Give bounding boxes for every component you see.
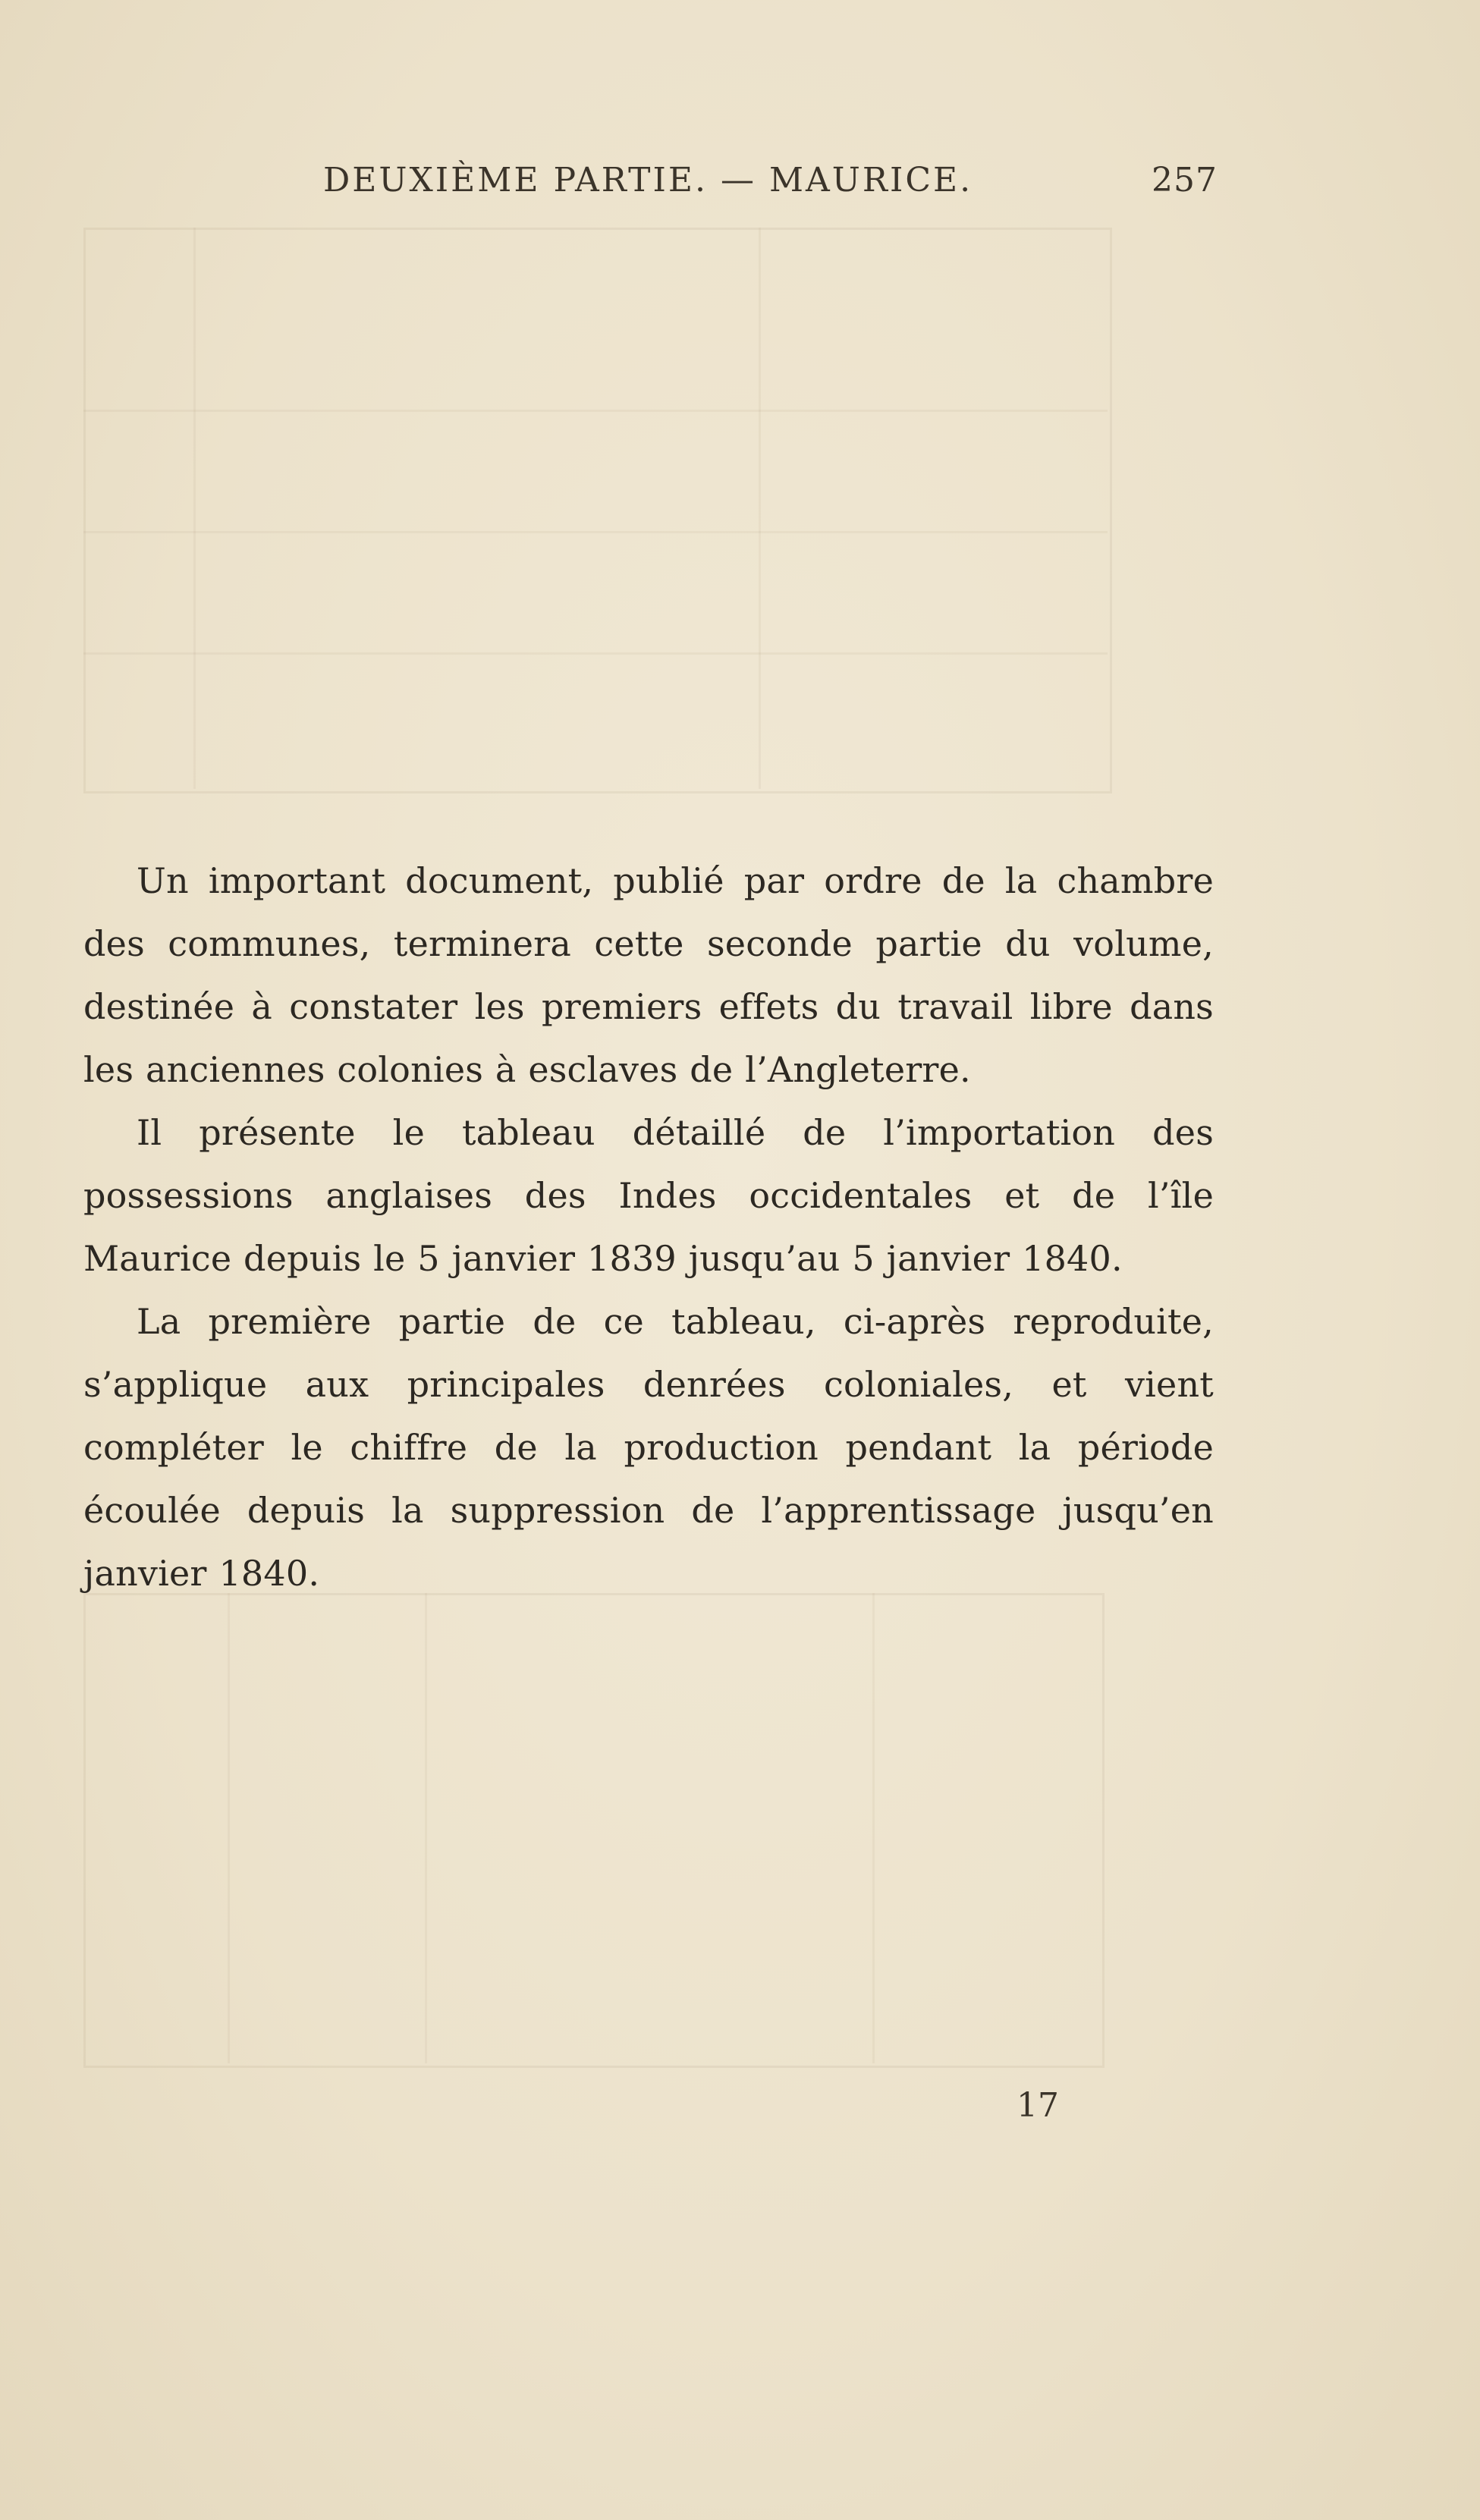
show-through-rule [83, 410, 1108, 412]
paragraph: Un important document, publié par ordre de la chambre des communes, terminera cette seconde partie du volume, destinée à constater les premiers effets du travail libre dans les anciennes colonies à esclaves de l’Angleterre. [83, 860, 1214, 1090]
show-through-rule [193, 228, 196, 789]
show-through-rule [872, 1593, 875, 2063]
show-through-rule [759, 228, 761, 789]
show-through-rule [83, 652, 1108, 655]
paragraph: La première partie de ce tableau, ci-après reproduite, s’applique aux principales denrées coloniales, et vient compléter le chiffre de la production pendant la période écoulée depuis la suppression de l’apprentissage jusqu’en janvier 1840. [83, 1301, 1214, 1594]
signature-mark: 17 [1017, 2086, 1059, 2125]
show-through-rule [83, 531, 1108, 533]
page-number: 257 [1152, 161, 1218, 200]
show-through-rule [425, 1593, 427, 2063]
paragraph: Il présente le tableau détaillé de l’importation des possessions anglaises des Indes occidentales et de l’île Maurice depuis le 5 janvier 1839 jusqu’au 5 janvier 1840. [83, 1112, 1214, 1279]
show-through-rule [228, 1593, 230, 2063]
show-through-table-top [83, 228, 1112, 793]
running-head [83, 161, 1221, 214]
body-text [83, 850, 1214, 1605]
running-title: DEUXIÈME PARTIE. — MAURICE. [323, 161, 973, 200]
show-through-table-bottom [83, 1593, 1105, 2068]
